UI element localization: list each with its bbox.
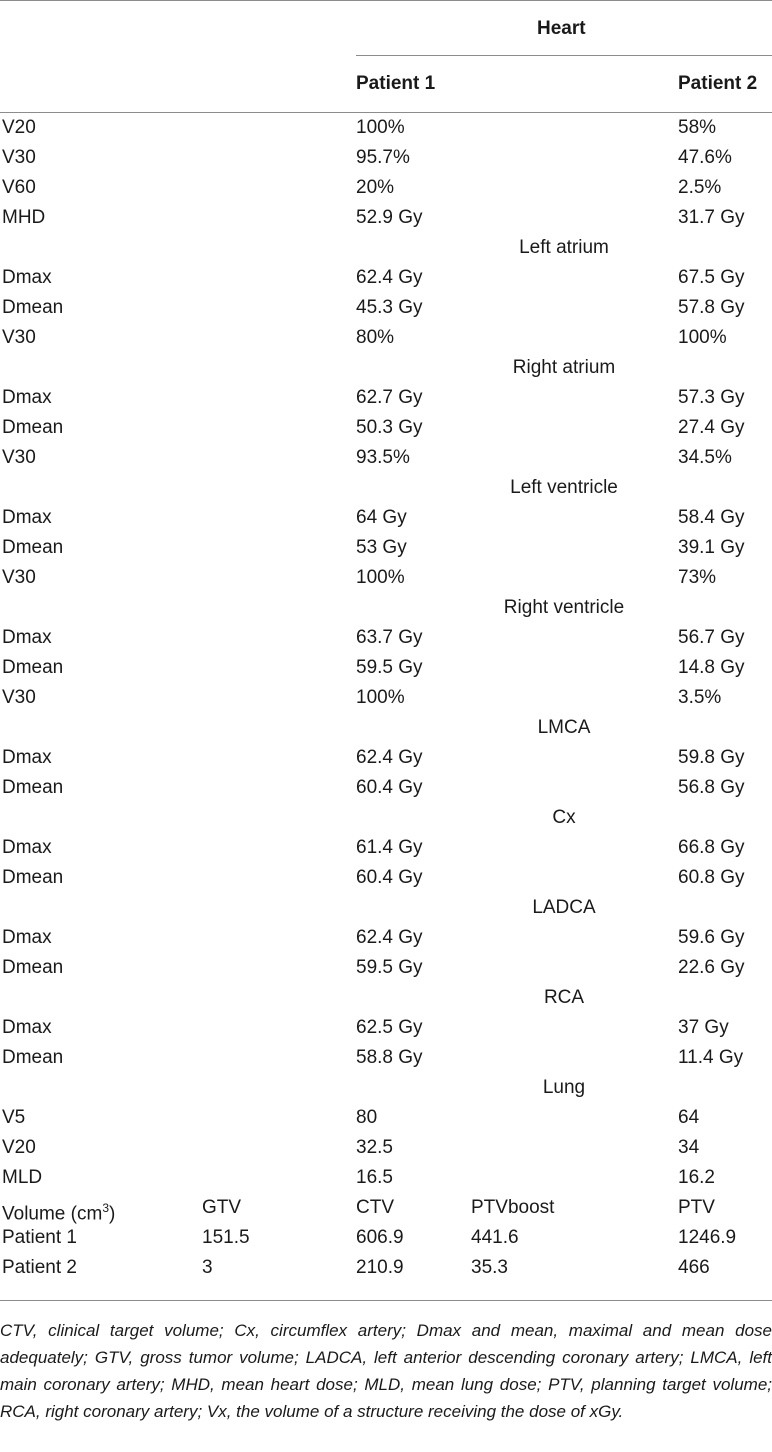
patient2-value: 59.8 Gy [678, 747, 745, 768]
header-rule [0, 112, 772, 113]
row-label: V20 [2, 1137, 36, 1158]
volume-row-label: Patient 1 [2, 1227, 77, 1248]
row-label: Dmax [2, 747, 52, 768]
row-label: Dmean [2, 297, 64, 318]
group-underline [356, 55, 772, 56]
patient1-value: 16.5 [356, 1167, 393, 1188]
patient1-value: 59.5 Gy [356, 657, 423, 678]
volume-row-label: Patient 2 [2, 1257, 77, 1278]
table-footnote: CTV, clinical target volume; Cx, circumflex artery; Dmax and mean, maximal and mean dose adequately; GTV, gross tumor volume; LADCA, left anterior descending coronary artery; LMCA, left main coronary artery; MHD, mean heart dose; MLD, mean lung dose; PTV, planning target volume; RCA, right coronary artery; Vx, the volume of a structure receiving the dose of xGy. [0, 1321, 772, 1421]
ctv-value: 606.9 [356, 1227, 404, 1248]
patient1-value: 50.3 Gy [356, 417, 423, 438]
patient2-value: 100% [678, 327, 727, 348]
section-title: Right ventricle [503, 597, 625, 618]
patient2-value: 11.4 Gy [678, 1047, 744, 1068]
patient2-value: 59.6 Gy [678, 927, 745, 948]
row-label: V60 [2, 177, 36, 198]
patient2-value: 60.8 Gy [678, 867, 745, 888]
section-title: LMCA [537, 717, 591, 738]
section-title: Right atrium [512, 357, 616, 378]
patient2-value: 66.8 Gy [678, 837, 745, 858]
patient1-value: 53 Gy [356, 537, 407, 558]
patient2-header: Patient 2 [678, 73, 758, 94]
patient2-value: 56.7 Gy [678, 627, 745, 648]
row-label: V30 [2, 567, 36, 588]
patient1-value: 80 [356, 1107, 378, 1128]
patient1-value: 100% [356, 117, 405, 138]
row-label: V30 [2, 327, 36, 348]
ptvboost-value: 441.6 [471, 1227, 519, 1248]
patient2-value: 57.8 Gy [678, 297, 745, 318]
patient2-value: 58.4 Gy [678, 507, 745, 528]
section-title: LADCA [532, 897, 596, 918]
row-label: V5 [2, 1107, 26, 1128]
patient2-value: 31.7 Gy [678, 207, 745, 228]
bottom-rule [0, 1300, 772, 1301]
patient1-value: 60.4 Gy [356, 867, 423, 888]
patient1-value: 61.4 Gy [356, 837, 423, 858]
patient2-value: 57.3 Gy [678, 387, 745, 408]
ptvboost-header: PTVboost [471, 1197, 555, 1218]
patient1-value: 80% [356, 327, 395, 348]
ptv-header: PTV [678, 1197, 715, 1218]
patient2-value: 37 Gy [678, 1017, 729, 1038]
row-label: Dmax [2, 627, 52, 648]
row-label: V30 [2, 687, 36, 708]
patient2-value: 34 [678, 1137, 700, 1158]
row-label: Dmax [2, 927, 52, 948]
patient1-value: 64 Gy [356, 507, 407, 528]
top-rule [0, 0, 772, 1]
patient2-value: 16.2 [678, 1167, 715, 1188]
row-label: Dmax [2, 837, 52, 858]
patient2-value: 67.5 Gy [678, 267, 745, 288]
patient2-value: 14.8 Gy [678, 657, 745, 678]
patient2-value: 64 [678, 1107, 700, 1128]
gtv-value: 3 [202, 1257, 213, 1278]
section-title: Left ventricle [510, 477, 618, 498]
ptv-value: 1246.9 [678, 1227, 737, 1248]
patient1-header: Patient 1 [356, 73, 436, 94]
cubic-superscript: 3 [102, 1201, 109, 1215]
patient2-value: 27.4 Gy [678, 417, 745, 438]
patient1-value: 32.5 [356, 1137, 393, 1158]
row-label: Dmean [2, 777, 64, 798]
patient2-value: 34.5% [678, 447, 732, 468]
gtv-header: GTV [202, 1197, 242, 1218]
row-label: Dmean [2, 537, 64, 558]
patient2-value: 56.8 Gy [678, 777, 745, 798]
row-label: V30 [2, 147, 36, 168]
patient1-value: 62.5 Gy [356, 1017, 423, 1038]
ctv-header: CTV [356, 1197, 394, 1218]
patient1-value: 100% [356, 687, 405, 708]
row-label: Dmean [2, 867, 64, 888]
patient1-value: 52.9 Gy [356, 207, 423, 228]
section-title: RCA [543, 987, 585, 1008]
row-label: Dmax [2, 267, 52, 288]
gtv-value: 151.5 [202, 1227, 250, 1248]
patient1-value: 62.4 Gy [356, 747, 423, 768]
section-title: Left atrium [519, 237, 609, 258]
row-label: V20 [2, 117, 36, 138]
row-label: Dmean [2, 957, 64, 978]
row-label: Dmax [2, 507, 52, 528]
patient1-value: 58.8 Gy [356, 1047, 423, 1068]
row-label: Dmean [2, 1047, 64, 1068]
patient1-value: 95.7% [356, 147, 410, 168]
patient2-value: 22.6 Gy [678, 957, 745, 978]
patient1-value: 63.7 Gy [356, 627, 423, 648]
patient1-value: 59.5 Gy [356, 957, 423, 978]
patient2-value: 47.6% [678, 147, 732, 168]
patient1-value: 62.4 Gy [356, 927, 423, 948]
patient2-value: 3.5% [678, 687, 722, 708]
section-title: Lung [542, 1077, 586, 1098]
patient2-value: 58% [678, 117, 717, 138]
row-label: V30 [2, 447, 36, 468]
row-label: Dmax [2, 387, 52, 408]
ctv-value: 210.9 [356, 1257, 404, 1278]
patient1-value: 93.5% [356, 447, 410, 468]
section-title: Cx [552, 807, 576, 828]
patient1-value: 62.7 Gy [356, 387, 423, 408]
patient2-value: 39.1 Gy [678, 537, 745, 558]
patient1-value: 100% [356, 567, 405, 588]
ptvboost-value: 35.3 [471, 1257, 508, 1278]
ptv-value: 466 [678, 1257, 710, 1278]
row-label: MHD [2, 207, 46, 228]
row-label: Dmean [2, 417, 64, 438]
patient2-value: 2.5% [678, 177, 722, 198]
patient2-value: 73% [678, 567, 717, 588]
patient1-value: 20% [356, 177, 395, 198]
heart-group-title: Heart [537, 18, 586, 39]
row-label: Dmax [2, 1017, 52, 1038]
volume-header-label: Volume $(cm^3)$ [2, 1201, 116, 1225]
patient1-value: 60.4 Gy [356, 777, 423, 798]
row-label: Dmean [2, 657, 64, 678]
row-label: MLD [2, 1167, 43, 1188]
patient1-value: 62.4 Gy [356, 267, 423, 288]
patient1-value: 45.3 Gy [356, 297, 423, 318]
